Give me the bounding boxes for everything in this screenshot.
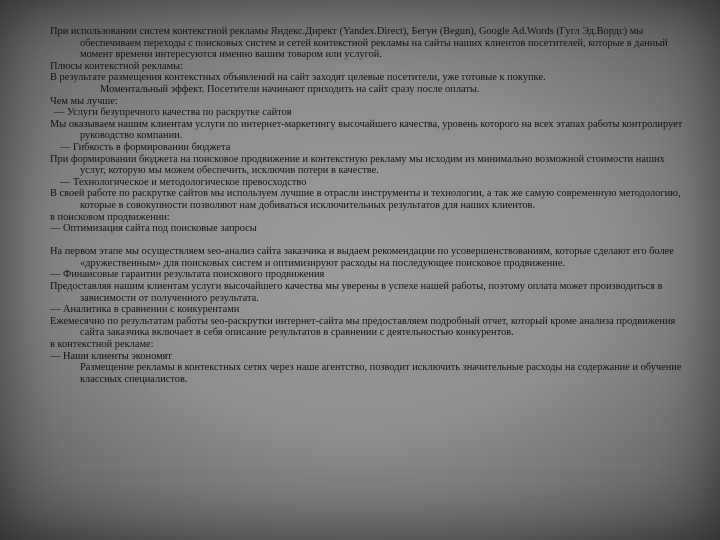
paragraph-technology-heading: — Технологическое и методологическое превосходство (60, 176, 307, 188)
paragraph-budget-text: При формировании бюджета на поисковое продвижение и контекстную рекламу мы исходим из минимально возможной стоимости наших услуг, которую мы можем обеспечить, исключив потери в качестве. (50, 153, 665, 177)
paragraph-heading-pluses: Плюсы контекстной рекламы: (50, 60, 184, 72)
paragraph-technology-text: В своей работе по раскрутке сайтов мы используем лучшие в отрасли инструменты и технологии, а так же самую современную методологию, которые в совокупности позволяют нам добиваться исключительных результатов для наших клиентов. (50, 188, 681, 211)
paragraph-budget-heading: — Гибкость в формировании бюджета (60, 141, 231, 153)
paragraph-quality-text: Мы оказываем нашим клиентам услуги по интернет-маркетингу высочайшего качества, уровень которого на всех этапах работы контролирует руководство компании. (50, 118, 683, 142)
paragraph-instant-effect: Моментальный эффект. Посетители начинают приходить на сайт сразу после оплаты. (100, 83, 480, 95)
paragraph-analytics-heading: — Аналитика в сравнении с конкурентами (50, 304, 240, 316)
paragraph-guarantees-heading: — Финансовые гарантии результата поискового продвижения (50, 269, 325, 281)
paragraph-optimization-heading: — Оптимизация сайта под поисковые запросы (50, 223, 257, 235)
paragraph-quality-heading: — Услуги безупречного качества по раскрутке сайтов (54, 107, 292, 119)
text-body (50, 26, 688, 385)
paragraph-savings-text: Размещение рекламы в контекстных сетях через наше агентство, позводит исключить значительные расходы на содержание и обучение классных специалистов. (80, 362, 682, 385)
spacer (50, 235, 688, 247)
paragraph-targeted-visitors: В результате размещения контекстных объявлений на сайт заходят целевые посетители, уже готовые к покупке. (50, 72, 546, 84)
paragraph-savings-heading: — Наши клиенты экономят (50, 350, 172, 362)
paragraph-heading-context: в контекстной рекламе: (50, 339, 154, 351)
paragraph-heading-why-better: Чем мы лучше: (50, 95, 118, 107)
paragraph-seo-analysis: На первом этапе мы осуществляем seo-анализ сайта заказчика и выдаем рекомендации по усовершенствованиям, которые сделают его более «дружественным» для поисковых систем и оптимизируют расходы на последующее поисковое продвижение. (50, 246, 674, 269)
paragraph-intro: При использовании систем контекстной рекламы Яндекс.Директ (Yandex.Direct), Бегун (Begun), Google Ad.Words (Гугл Эд.Вордс) мы обеспечиваем переходы с поисковых систем и сетей контекстной рекламы на сайты наших клиентов посетителей, которые в данный момент времени интересуются именно вашим товаром или услугой. (50, 26, 668, 61)
paragraph-heading-search: в поисковом продвижении: (50, 211, 170, 223)
paragraph-analytics-text: Ежемесячно по результатам работы seo-раскрутки интернет-сайта мы предоставляем подробный отчет, который кроме анализа продвижения сайта заказчика включает в себя описание результатов в сравнении с деятельностью конкурентов. (50, 315, 676, 339)
paragraph-guarantees-text: Предоставляя нашим клиентам услуги высочайшего качества мы уверены в успехе нашей работы, поэтому оплата может производиться в зависимости от полученного результата. (50, 281, 663, 304)
